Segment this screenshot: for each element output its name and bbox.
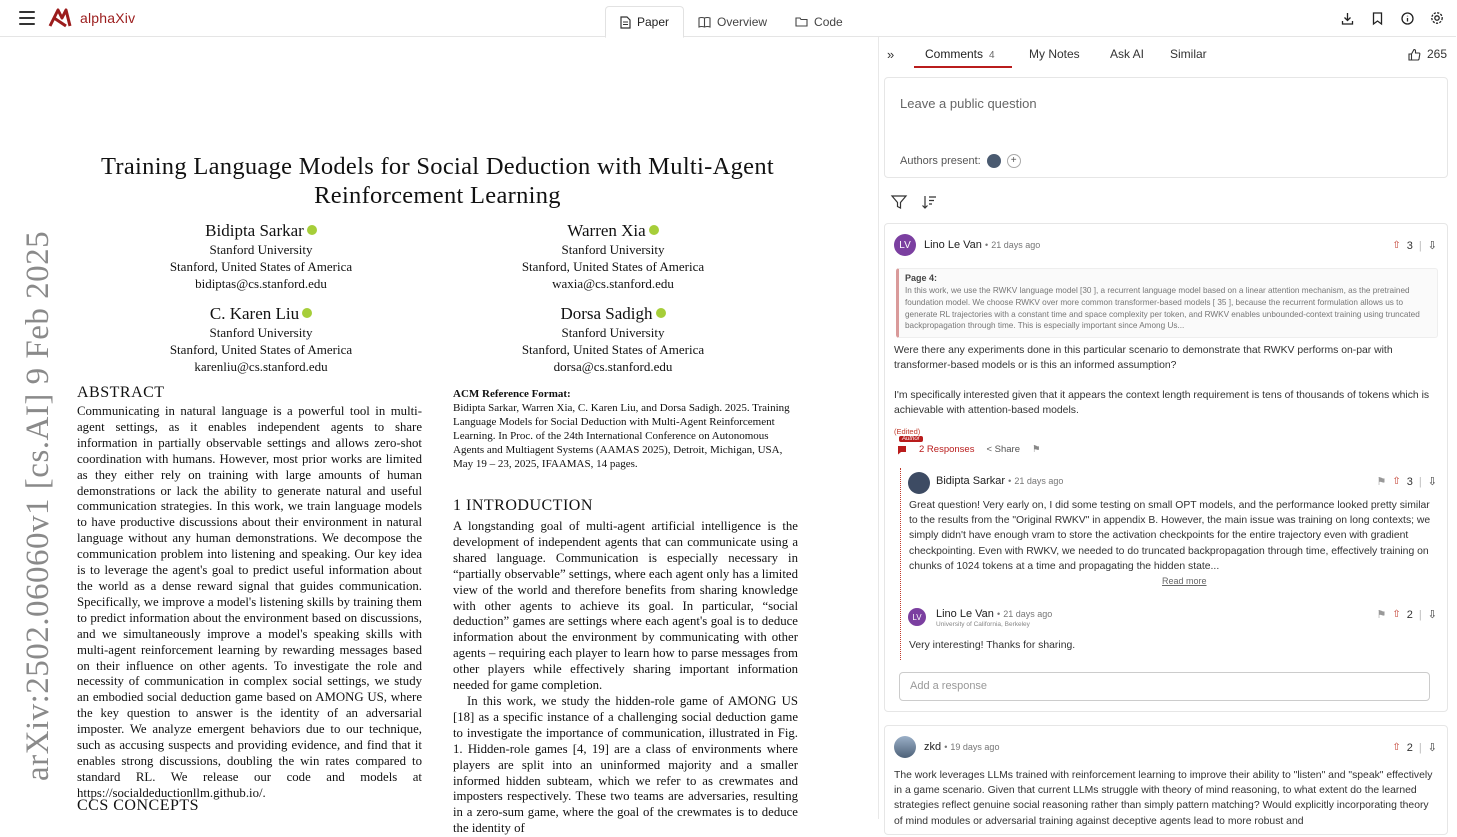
filter-icon[interactable]	[891, 194, 907, 210]
vote-count: 3	[1406, 475, 1413, 488]
tab-ask-ai[interactable]: Ask AI	[1110, 47, 1145, 61]
flag-icon[interactable]: ⚑	[1032, 444, 1041, 455]
download-icon[interactable]	[1340, 10, 1354, 26]
comment-text: Were there any experiments done in this particular scenario to demonstrate that RWKV performs on-par with transformer-based models or is this an informed assumption?	[894, 345, 1393, 372]
active-tab-indicator	[914, 66, 1012, 68]
author-location: Stanford, United States of America	[169, 259, 353, 274]
read-more-link[interactable]: Read more	[1162, 576, 1207, 586]
downvote-icon[interactable]: ⇩	[1427, 742, 1437, 754]
separator-dot: •	[944, 742, 948, 752]
downvote-icon[interactable]: ⇩	[1427, 476, 1437, 488]
downvote-icon[interactable]: ⇩	[1427, 240, 1437, 252]
tab-similar[interactable]: Similar	[1170, 47, 1207, 61]
quote-page: Page 4:	[905, 273, 938, 283]
author-email: bidiptas@cs.stanford.edu	[195, 276, 327, 291]
separator-dot: •	[1008, 476, 1012, 486]
downvote-icon[interactable]: ⇩	[1427, 609, 1437, 621]
view-tabs	[605, 6, 857, 37]
top-actions	[1340, 10, 1444, 26]
orcid-icon[interactable]	[307, 225, 317, 235]
menu-icon[interactable]	[19, 11, 35, 25]
vote-count: 2	[1406, 741, 1413, 754]
thumbs-up-icon	[1408, 48, 1421, 61]
divider: |	[1418, 741, 1422, 754]
timestamp: 21 days ago	[1003, 609, 1053, 619]
arxiv-stamp: arXiv:2502.06060v1 [cs.AI] 9 Feb 2025	[20, 230, 56, 781]
tab-comments-label: Comments	[925, 47, 984, 61]
divider: |	[1418, 239, 1422, 252]
orcid-icon[interactable]	[302, 308, 312, 318]
author-affiliation: Stanford University	[209, 325, 313, 340]
comment-actions	[897, 444, 1041, 455]
separator-dot: •	[996, 609, 1001, 619]
avatar[interactable]	[894, 736, 916, 758]
logo[interactable]	[48, 8, 135, 28]
highlight-quote[interactable]	[896, 268, 1438, 338]
paper-viewer[interactable]	[0, 37, 878, 836]
like-button[interactable]	[1408, 47, 1447, 61]
reply-author[interactable]	[936, 475, 1063, 487]
timestamp: 19 days ago	[950, 742, 1000, 752]
like-count: 265	[1426, 47, 1447, 61]
settings-icon[interactable]	[1430, 10, 1444, 26]
share-button[interactable]	[986, 444, 1020, 455]
upvote-icon[interactable]: ⇧	[1392, 609, 1401, 620]
upvote-icon[interactable]: ⇧	[1392, 240, 1401, 251]
author-badge: Author	[899, 436, 923, 442]
user-affiliation: University of California, Berkeley	[936, 621, 1030, 628]
tab-overview[interactable]	[684, 6, 781, 37]
tab-comments[interactable]	[925, 47, 995, 61]
ccs-heading: CCS CONCEPTS	[77, 797, 200, 814]
avatar[interactable]: LV	[894, 234, 916, 256]
author-location: Stanford, United States of America	[521, 259, 705, 274]
add-response-input[interactable]: Add a response	[899, 672, 1430, 701]
sort-icon[interactable]	[921, 194, 937, 210]
tab-my-notes[interactable]: My Notes	[1029, 47, 1080, 61]
share-icon: <	[986, 444, 993, 455]
username: Lino Le Van	[924, 239, 982, 251]
comment-card	[884, 223, 1448, 712]
comment-text: I'm specifically interested given that it appears the context length requirement is tens of thousands of tokens which is achievable with attention-based models.	[894, 390, 1430, 417]
intro-heading: 1 INTRODUCTION	[453, 497, 593, 514]
thread-line	[900, 468, 901, 660]
separator-dot: •	[984, 240, 989, 250]
divider: |	[1418, 608, 1422, 621]
author-affiliation: Stanford University	[209, 242, 313, 257]
panel-tabs	[879, 37, 1457, 69]
intro-paragraph: A longstanding goal of multi-agent artificial intelligence is the development of independent agents that can communicate using a shared language. Communication is especially necessary in “partially observable” settings, where each agent only has a limited view of the world and therefore benefits from sharing knowledge with other agents to achieve its goal. In particular, “social deduction” games are settings where each agent's goal is to deduce information about the environment by communicating with other agents – requiring each player to learn how to parse messages from other players while effectively sharing important information needed for game completion.	[453, 519, 798, 693]
author-name: C. Karen Liu	[209, 304, 300, 323]
upvote-icon[interactable]: ⇧	[1392, 742, 1401, 753]
vote-box	[1392, 239, 1437, 252]
avatar[interactable]	[987, 154, 1001, 168]
abstract-heading: ABSTRACT	[77, 384, 165, 401]
vote-box	[1392, 741, 1437, 754]
flag-icon[interactable]: ⚑	[1376, 609, 1387, 621]
vote-box	[1377, 475, 1437, 488]
author-name: Dorsa Sadigh	[560, 304, 653, 323]
username: Lino Le Van	[936, 608, 994, 620]
bookmark-icon[interactable]	[1370, 10, 1384, 26]
author-email: karenliu@cs.stanford.edu	[194, 359, 328, 374]
top-bar	[0, 0, 1456, 37]
flag-icon[interactable]: ⚑	[1376, 476, 1387, 488]
author-location: Stanford, United States of America	[521, 342, 705, 357]
author-affiliation: Stanford University	[561, 242, 665, 257]
tab-code-label: Code	[814, 14, 843, 29]
responses-toggle[interactable]: 2 Responses	[919, 444, 975, 455]
paper-title: Training Language Models for Social Deduction with Multi-Agent Reinforcement Learning	[101, 153, 774, 209]
tab-overview-label: Overview	[717, 14, 768, 29]
authors-present	[900, 154, 1021, 168]
abstract-text: Communicating in natural language is a powerful tool in multi-agent settings, as it enables independent agents to share information in partially observable settings and allows zero-shot coordination with humans. However, most prior works are limited as they either rely on training with large amounts of human demonstrations or lack the ability to generate natural and useful communication strategies. In this work, we train language models to have productive discussions about their environment in natural language without any human demonstrations. We decompose the communication problem into listening and speaking. Our key idea is to leverage the agent's goal to predict useful information about the world as a dense reward signal that guides communication. Specifically, we improve a model's listening skills by training them to predict information about the environment based on discussions, and we simultaneously improve a model's speaking skills with multi-agent reinforcement learning by rewarding messages based on their influence on other agents. To investigate the role and necessity of communication in complex social settings, we study an embodied social deduction game based on AMONG US, where the key question to answer is the identity of an adversarial imposter. We analyze emergent behaviors due to our technique, such as accusing suspects and providing evidence, and find that it enables strong discussions, doubling the win rates compared to standard RL. We release our code and models at https://socialdeductionllm.github.io/.	[77, 404, 422, 800]
author-name: Bidipta Sarkar	[205, 221, 304, 240]
tab-paper[interactable]	[605, 6, 684, 38]
tab-code[interactable]	[781, 6, 857, 37]
author-email: dorsa@cs.stanford.edu	[553, 359, 673, 374]
reply-text: Great question! Very early on, I did some testing on small OPT models, and the performance looked pretty similar to the results from the "Original RWKV" in appendix B. However, the main issue was training on long contexts; we simply didn't have enough vram to store the activation checkpoints for the entire trajectory even with gradient checkpointing. Even with RWKV, we needed to do truncated backpropagation through time, effectively training on chunks of 1024 tokens at a time and propagating the hidden state...	[909, 500, 1431, 572]
folder-icon	[795, 16, 808, 27]
edited-label: (Edited)	[894, 427, 921, 436]
avatar[interactable]: LV	[908, 608, 926, 626]
brand-name: alphaXiv	[80, 10, 136, 26]
intro-text	[453, 519, 798, 837]
username: Bidipta Sarkar	[936, 475, 1006, 487]
comment-text: The work leverages LLMs trained with reinforcement learning to improve their ability to "listen" and "speak" effectively in a game scenario. Given that current LLMs struggle with theory of mind reasoning, to what extent do the learned strategies reflect genuine social reasoning rather than simply pattern matching? Would explicitly incorporating theory of mind modules or adversarial training against deceptive agents lead to more robust and	[894, 770, 1433, 827]
info-icon[interactable]	[1400, 10, 1414, 26]
avatar[interactable]	[908, 472, 930, 494]
author-block	[488, 221, 738, 292]
author-location: Stanford, United States of America	[169, 342, 353, 357]
alphaxiv-logo-icon	[48, 8, 72, 28]
reply-text: Very interesting! Thanks for sharing.	[909, 640, 1076, 651]
comment-author[interactable]	[924, 741, 999, 753]
filter-bar	[891, 194, 937, 210]
author-block	[488, 304, 738, 375]
vote-count: 3	[1406, 239, 1413, 252]
comments-count: 4	[989, 50, 995, 61]
divider: |	[1418, 475, 1422, 488]
acm-reference	[453, 387, 798, 471]
plus-icon[interactable]: +	[1007, 154, 1021, 168]
orcid-icon[interactable]	[656, 308, 666, 318]
username: zkd	[924, 741, 942, 753]
tab-paper-label: Paper	[637, 15, 670, 29]
acm-ref-heading: ACM Reference Format:	[453, 388, 571, 400]
comments-panel	[878, 37, 1456, 827]
timestamp: 21 days ago	[1014, 476, 1064, 486]
acm-ref-text: Bidipta Sarkar, Warren Xia, C. Karen Liu, and Dorsa Sadigh. 2025. Training Language Models for Social Deduction with Multi-Agent Reinforcement Learning. In Proc. of the 24th International Conference on Autonomous Agents and Multiagent Systems (AAMAS 2025), Detroit, Michigan, USA, May 19 – 23, 2025, IFAAMAS, 14 pages.	[453, 402, 790, 470]
comment-card	[884, 725, 1448, 835]
reply-author[interactable]	[936, 608, 1052, 620]
author-email: waxia@cs.stanford.edu	[552, 276, 674, 291]
vote-box	[1377, 608, 1437, 621]
author-name: Warren Xia	[567, 221, 646, 240]
author-affiliation: Stanford University	[561, 325, 665, 340]
authors-present-label: Authors present:	[900, 155, 981, 167]
intro-paragraph: In this work, we study the hidden-role game of AMONG US [18] as a specific instance of a challenging social deduction game to investigate the importance of communication, illustrated in Fig. 1. Hidden-role games [4, 19] are a class of environments where players are split into an uninformed majority and a smaller informed hidden subteam, which we refer to as crewmates and imposters respectively. These two teams are adversaries, resulting in a zero-sum game, where the goal of the crewmates is to deduce the identity of	[453, 693, 798, 836]
timestamp: 21 days ago	[991, 240, 1041, 250]
comment-author[interactable]	[924, 239, 1040, 251]
author-block	[136, 221, 386, 292]
chat-bubble-icon	[897, 445, 907, 455]
orcid-icon[interactable]	[649, 225, 659, 235]
question-placeholder: Leave a public question	[900, 96, 1037, 111]
share-label: Share	[994, 444, 1021, 455]
vote-count: 2	[1406, 608, 1413, 621]
document-icon	[620, 16, 631, 29]
collapse-panel-icon[interactable]: »	[887, 47, 895, 62]
question-input[interactable]	[884, 77, 1448, 178]
upvote-icon[interactable]: ⇧	[1392, 476, 1401, 487]
quote-text: In this work, we use the RWKV language model [30 ], a recurrent language model based on a linear attention mechanism, as the pretrained foundation model. We choose RWKV over more common transformer-based models [ 35 ], because the recurrent formulation allows us to generate RL trajectories with a constant time and space complexity per token, and RWKV enables unbounded-context training using truncated backpropagation through time. This is especially important since Among Us...	[905, 286, 1420, 331]
author-block	[136, 304, 386, 375]
book-icon	[698, 16, 711, 28]
